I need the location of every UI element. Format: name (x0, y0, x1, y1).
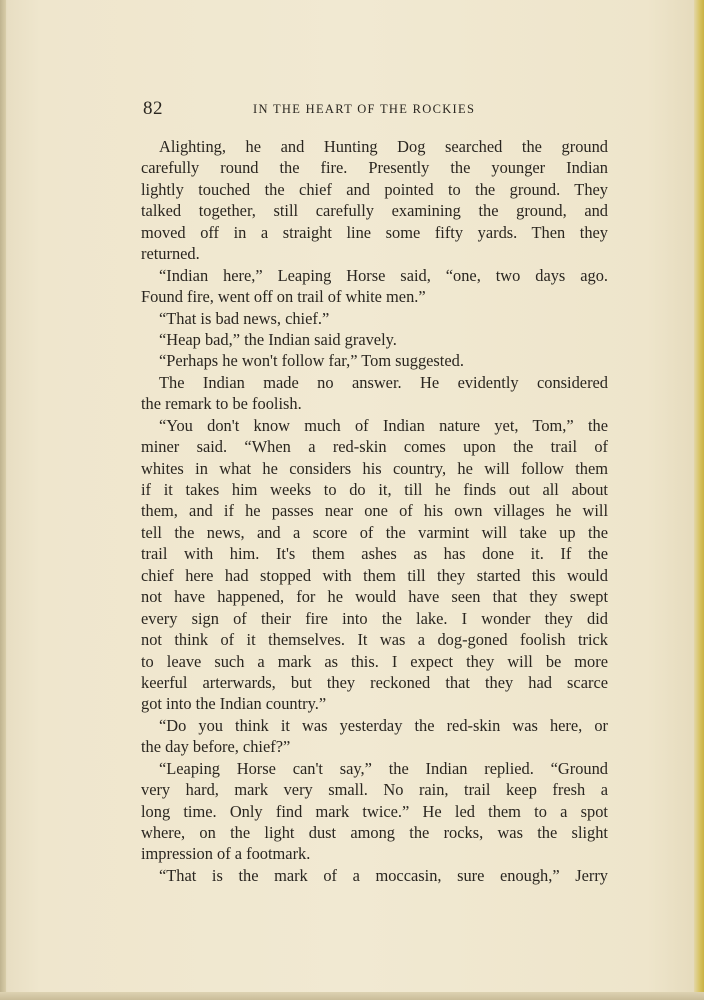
text-line: “Do you think it was yesterday the red-skin was here, or (159, 715, 608, 735)
text-line: where, on the light dust among the rocks, was the slight (141, 823, 608, 842)
text-line: Alighting, he and Hunting Dog searched the ground (159, 137, 608, 156)
text-line: the day before, chief?” (141, 737, 291, 757)
text-line: tell the news, and a score of the varmint will take up the (141, 522, 608, 542)
text-line: trail with him. It's them ashes as has done it. If the (141, 544, 608, 564)
body-text (141, 136, 608, 886)
text-line: “You don't know much of Indian nature yet, Tom,” the (159, 415, 608, 435)
text-line: to leave such a mark as this. I expect they will be more (141, 651, 608, 671)
book-spine-edge (694, 0, 704, 1000)
text-line: every sign of their fire into the lake. I wonder they did (141, 608, 608, 628)
page-bottom-edge (0, 992, 704, 1000)
text-line: “Indian here,” Leaping Horse said, “one, two days ago. (159, 265, 608, 285)
page-number: 82 (143, 98, 163, 119)
text-line: very hard, mark very small. No rain, trail keep fresh a (141, 780, 608, 800)
text-line: “Perhaps he won't follow far,” Tom suggested. (159, 351, 464, 371)
text-line: got into the Indian country.” (141, 694, 327, 714)
text-line: “That is bad news, chief.” (159, 308, 330, 328)
text-line: “That is the mark of a moccasin, sure enough,” Jerry (159, 865, 608, 885)
text-line: keerful arterwards, but they reckoned that they had scarce (141, 672, 608, 692)
text-line: miner said. “When a red-skin comes upon the trail of (141, 437, 608, 457)
text-line: whites in what he considers his country, he will follow them (141, 458, 608, 478)
running-head (143, 98, 608, 122)
text-line: talked together, still carefully examining the ground, and (141, 201, 608, 221)
text-line: Found fire, went off on trail of white men.” (141, 287, 426, 307)
text-line: The Indian made no answer. He evidently considered (159, 372, 608, 392)
text-line: “Leaping Horse can't say,” the Indian replied. “Ground (159, 758, 608, 778)
text-line: returned. (141, 244, 200, 264)
text-line: them, and if he passes near one of his own villages he will (141, 501, 608, 521)
text-line: moved off in a straight line some fifty yards. Then they (141, 222, 608, 242)
text-line: lightly touched the chief and pointed to the ground. They (141, 179, 608, 199)
text-line: the remark to be foolish. (141, 394, 302, 414)
text-line: long time. Only find mark twice.” He led them to a spot (141, 801, 608, 821)
running-title: IN THE HEART OF THE ROCKIES (253, 102, 476, 116)
text-line: impression of a footmark. (141, 844, 311, 864)
text-line: if it takes him weeks to do it, till he finds out all about (141, 480, 608, 499)
text-line: not have happened, for he would have seen that they swept (141, 587, 608, 607)
text-line: not think of it themselves. It was a dog-goned foolish trick (141, 630, 608, 650)
page-left-edge (0, 0, 6, 1000)
text-line: “Heap bad,” the Indian said gravely. (159, 329, 397, 349)
text-line: carefully round the fire. Presently the younger Indian (141, 158, 608, 178)
text-line: chief here had stopped with them till they started this would (141, 565, 608, 585)
